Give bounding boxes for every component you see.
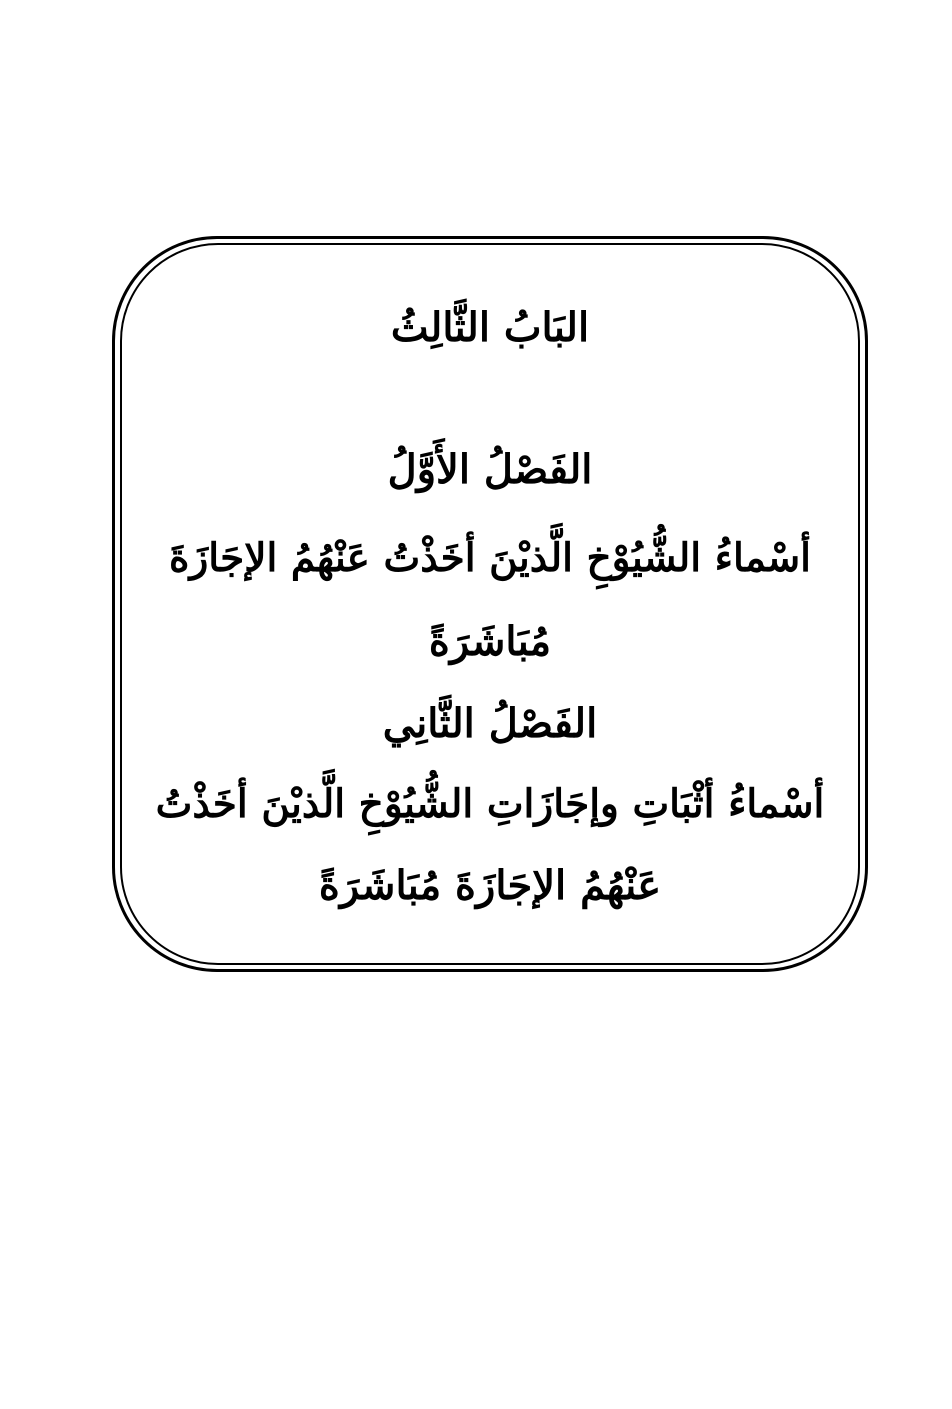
part-title: البَابُ الثَّالِثُ — [390, 304, 590, 351]
chapter-two-subtitle-line-2: عَنْهُمُ الإجَازَةَ مُبَاشَرَةً — [318, 862, 662, 909]
chapter-one-subtitle-line-2: مُبَاشَرَةً — [428, 618, 552, 665]
chapter-one-subtitle-line-1: أسْماءُ الشُّيُوْخِ الَّذيْنَ أخَذْتُ عَنْهُمُ الإجَازَةَ — [169, 535, 811, 581]
chapter-one-title: الفَصْلُ الأَوَّلُ — [387, 446, 593, 493]
title-block — [130, 0, 850, 1409]
chapter-two-subtitle-line-1: أسْماءُ أثْبَاتِ وإجَازَاتِ الشُّيُوْخِ الَّذيْنَ أخَذْتُ — [155, 781, 825, 827]
chapter-two-title: الفَصْلُ الثَّانِي — [382, 700, 598, 747]
